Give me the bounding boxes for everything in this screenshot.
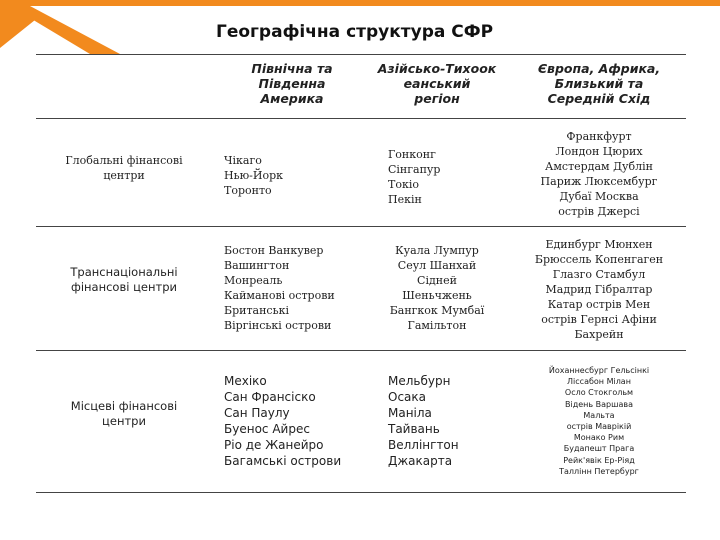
table-row bbox=[36, 351, 686, 493]
table-row bbox=[36, 119, 686, 227]
cell-americas bbox=[212, 227, 362, 351]
cell-text: Единбург Мюнхен Брюссель Копенгаген Глазго Стамбул Мадрид Гібралтар Катар острів Мен острів Гернсі Афіни Бахрейн bbox=[534, 238, 664, 341]
cell-text: Гонконг Сінгапур Токіо Пекін bbox=[388, 148, 441, 206]
row-label: Транснаціональні фінансові центри bbox=[70, 265, 178, 294]
cell-text: Чікаго Нью-Йорк Торонто bbox=[224, 154, 284, 197]
slide-title: Географічна структура СФР bbox=[216, 22, 494, 42]
table-row bbox=[36, 227, 686, 351]
cell-text: Мехіко Сан Франсіско Сан Паулу Буенос Айрес Ріо де Жанейро Багамські острови bbox=[224, 374, 342, 468]
cell-asia-pacific bbox=[362, 351, 512, 493]
row-label-cell bbox=[36, 351, 212, 493]
cell-asia-pacific bbox=[362, 227, 512, 351]
cell-americas bbox=[212, 351, 362, 493]
header-americas bbox=[212, 55, 362, 119]
cell-text: Бостон Ванкувер Вашингтон Монреаль Кайманові острови Британські Віргінські острови bbox=[224, 244, 335, 332]
header-asia-pacific bbox=[362, 55, 512, 119]
row-label: Місцеві фінансові центри bbox=[70, 399, 178, 428]
cell-text: Франкфурт Лондон Цюрих Амстердам Дублін Париж Люксембург Дубаї Москва острів Джерсі bbox=[540, 130, 658, 218]
row-label-cell bbox=[36, 227, 212, 351]
header-empty bbox=[36, 55, 212, 119]
cell-emea bbox=[512, 351, 686, 493]
cell-emea bbox=[512, 227, 686, 351]
cell-text: Мельбурн Осака Маніла Тайвань Веллінгтон Джакарта bbox=[388, 374, 459, 468]
table-header-row bbox=[36, 55, 686, 119]
header-emea bbox=[512, 55, 686, 119]
cell-asia-pacific bbox=[362, 119, 512, 227]
cell-emea bbox=[512, 119, 686, 227]
header-emea-label: Європа, Африка, Близький та Середній Схід bbox=[537, 61, 661, 106]
row-label: Глобальні фінансові центри bbox=[65, 154, 183, 182]
header-asia-pacific-label: Азійсько-Тихоок еанський регіон bbox=[377, 61, 497, 106]
row-label-cell bbox=[36, 119, 212, 227]
financial-centers-table bbox=[36, 54, 686, 493]
cell-text: Йоханнесбург Гельсінкі Ліссабон Мілан Осло Стокгольм Відень Варшава Мальта острів Маврікій Монако Рим Будапешт Прага Рейк'явік Ер-Ріяд Таллінн Петербург bbox=[548, 366, 650, 476]
cell-text: Куала Лумпур Сеул Шанхай Сідней Шеньчжень Бангкок Мумбаї Гамільтон bbox=[389, 244, 485, 332]
cell-americas bbox=[212, 119, 362, 227]
header-americas-label: Північна та Південна Америка bbox=[251, 61, 333, 106]
